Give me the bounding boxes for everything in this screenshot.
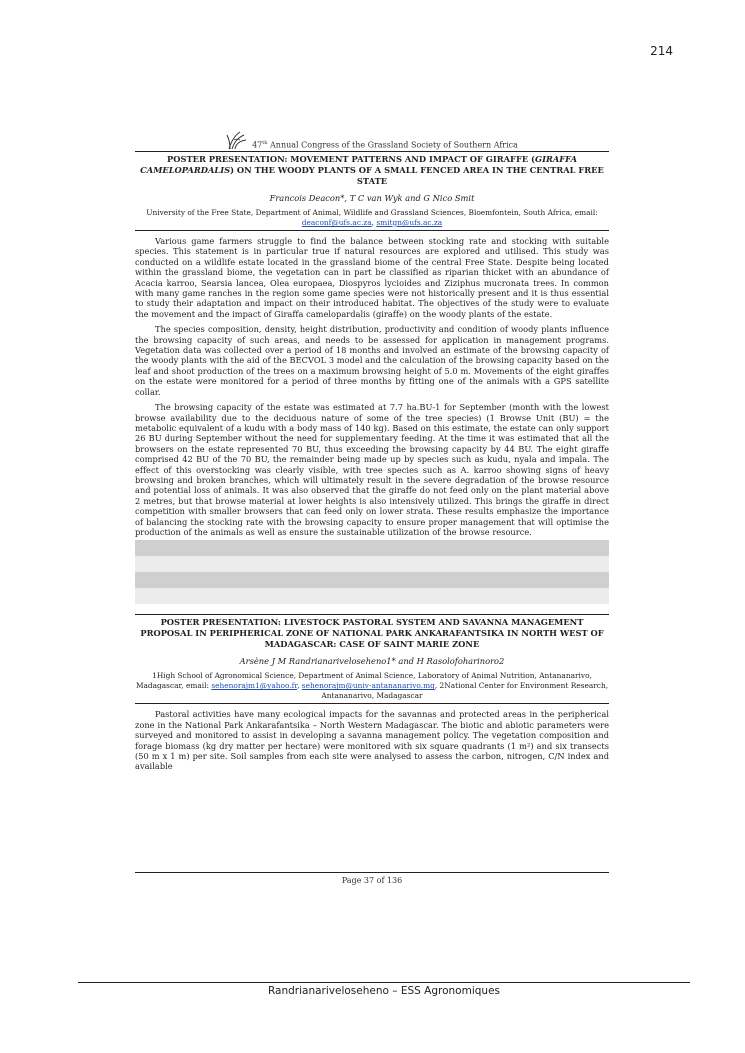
article1-email-2[interactable]: smitgn@ufs.ac.za <box>376 218 443 227</box>
article2-affiliation-text: 1High School of Agronomical Science, Department of Animal Science, Laboratory of Animal Nutrition, Antananarivo, Madagascar, email: <box>135 671 592 691</box>
page-number: 214 <box>650 44 673 58</box>
article2-affiliation <box>135 671 609 701</box>
separator-bars <box>135 540 609 604</box>
congress-header <box>135 128 609 150</box>
article1-authors: Francois Deacon*, T C van Wyk and G Nico Smit <box>269 193 475 203</box>
article2-authors: Arsène J M Randrianarivelosehenο1* and H Rasolofoharinoro2 <box>239 656 505 667</box>
article2-affiliation-text-b: , 2National Center for Environment Research, Antananarivo, Madagascar <box>321 681 609 701</box>
footer-rule <box>135 872 609 873</box>
proceedings-page <box>135 128 609 772</box>
article2 <box>135 614 609 771</box>
congress-title <box>252 140 518 150</box>
article1-paragraph-1: Various game farmers struggle to find the balance between stocking rate and stocking with suitable species. This statement is in particular true if natural resources are explored and utilised. This study was conducted on a wildlife estate located in the grassland biome of the central Free State. Despite being located within the grassland biome, the vegetation can in part be classified as riparian thicket with an abundance of Acacia karroo, Searsia lancea, Olea europaea, Diospyros lycioides and Ziziphus mucronata trees. In common with many game ranches in the region some game species were not historically present and it is thus essential to study their adaptation and impact on their introduced habitat. The objectives of the study were to evaluate the movement and the impact of Giraffa camelopardalis (giraffe) on the woody plants of the estate. <box>135 236 609 319</box>
article1-title <box>137 154 607 187</box>
article1-affiliation-text: University of the Free State, Department of Animal, Wildlife and Grassland Sciences, Bloemfontein, South Africa, email: <box>146 208 598 217</box>
congress-name: Annual Congress of the Grassland Society of Southern Africa <box>267 141 518 150</box>
article1-title-part-a: POSTER PRESENTATION: MOVEMENT PATTERNS AND IMPACT OF GIRAFFE ( <box>166 154 535 164</box>
article2-rule <box>135 703 609 704</box>
article2-email-2[interactable]: sehenorajm@univ-antananarivo.mg <box>301 681 435 691</box>
article1-affiliation <box>135 208 609 228</box>
bottom-caption: Randrianarivelosehenο – ESS Agronomiques <box>267 985 500 997</box>
header-rule <box>135 151 609 152</box>
article1-rule <box>135 230 609 231</box>
bottom-rule <box>78 982 690 983</box>
article1-paragraph-2: The species composition, density, height distribution, productivity and condition of woody plants influence the browsing capacity of such areas, and needs to be assessed for application in management programs. Vegetation data was collected over a period of 18 months and involved an estimate of the browsing capacity of the woody plants with the aid of the BECVOL 3 model and the calculation of the browsing capacity based on the leaf and shoot production of the trees on a maximum browsing height of 5.0 m. Movements of the eight giraffes on the estate were monitored for a period of three months by fitting one of the animals with a GPS satellite collar. <box>135 324 609 397</box>
article1-title-species: GIRAFFA CAMELOPARDALIS <box>140 154 578 175</box>
article2-email-separator: , <box>297 681 302 691</box>
congress-ordinal: th <box>262 140 268 147</box>
article1-email-separator: , <box>371 218 377 227</box>
article1-email-1[interactable]: deaconf@ufs.ac.za <box>301 218 372 227</box>
article2-paragraph-1: Pastoral activities have many ecological impacts for the savannas and protected areas in the peripherical zone in the National Park Ankarafantsika – North Western Madagascar. The biotic and abiotic parameters were surveyed and monitored to assist in developing a savanna management policy. The vegetation composition and forage biomass (kg dry matter per hectare) were monitored with six square quadrants (1 m²) and six transects (50 m x 1 m) per site. Soil samples from each site were analysed to assess the carbon, nitrogen, C/N index and available <box>135 709 609 772</box>
grass-logo-icon <box>226 130 248 150</box>
separator-bar <box>135 540 609 556</box>
footer-page-label: Page 37 of 136 <box>341 876 403 885</box>
article1-paragraph-3: The browsing capacity of the estate was estimated at 7.7 ha.BU-1 for September (month with the lowest browse availability due to the deciduous nature of some of the tree species) (1 Browse Unit (BU) = the metabolic equivalent of a kudu with a body mass of 140 kg). Based on this estimate, the estate can only support 26 BU during September without the need for supplementary feeding. At the time it was estimated that all the browsers on the estate represented 70 BU, thus exceeding the browsing capacity by 44 BU. The eight giraffe comprised 42 BU of the 70 BU, the remainder being made up by species such as kudu, nyala and impala. The effect of this overstocking was clearly visible, with tree species such as A. karroo showing signs of heavy browsing and broken branches, which will ultimately result in the severe degradation of the browse resource and potential loss of animals. It was also observed that the giraffe do not feed only on the plant material above 2 metres, but that browse material at lower heights is also intensively utilized. This brings the giraffe in direct competition with smaller browsers that can feed only on lower strata. These results emphasize the importance of balancing the stocking rate with the browsing capacity to ensure proper management that will optimise the production of the animals as well as ensure the sustainable utilization of the browse resource. <box>135 402 609 537</box>
separator-bar <box>135 556 609 572</box>
separator-bar <box>135 588 609 604</box>
article1-title-part-b: ) ON THE WOODY PLANTS OF A SMALL FENCED AREA IN THE CENTRAL FREE STATE <box>230 165 604 186</box>
congress-number: 47 <box>252 141 263 150</box>
article2-title: POSTER PRESENTATION: LIVESTOCK PASTORAL SYSTEM AND SAVANNA MANAGEMENT PROPOSAL IN PERIPHERICAL ZONE OF NATIONAL PARK ANKARAFANTSIKA IN NORTH WEST OF MADAGASCAR: CASE OF SAINT MARIE ZONE <box>140 617 604 650</box>
article2-email-1[interactable]: sehenorajm1@yahoo.fr <box>211 681 298 691</box>
article2-top-rule <box>135 614 609 615</box>
separator-bar <box>135 572 609 588</box>
